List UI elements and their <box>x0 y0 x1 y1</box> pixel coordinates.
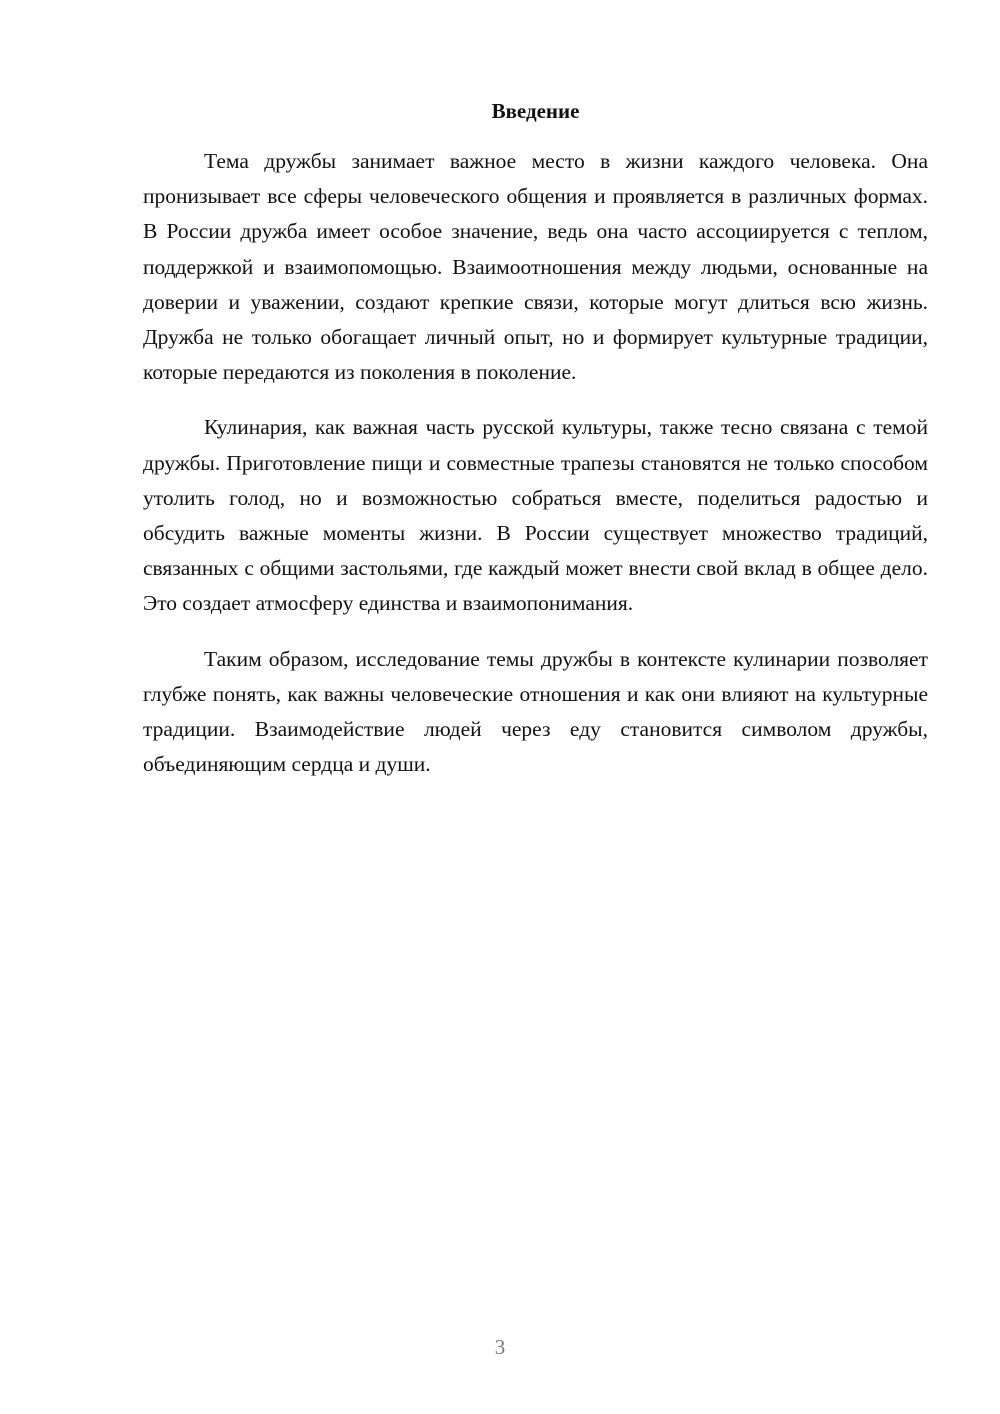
paragraph-3: Таким образом, исследование темы дружбы в контексте кулинарии позволяет глубже понять, как важны человеческие отношения и как они влияют на культурные традиции. Взаимодействие людей через еду становится символом дружбы, объединяющим сердца и души. <box>143 646 928 777</box>
page-content <box>143 96 928 802</box>
paragraph-2: Кулинария, как важная часть русской культуры, также тесно связана с темой дружбы. Приготовление пищи и совместные трапезы становятся не только способом утолить голод, но и возможностью собраться вместе, поделиться радостью и обсудить важные моменты жизни. В России существует множество традиций, связанных с общими застольями, где каждый может внести свой вклад в общее дело. Это создает атмосферу единства и взаимопонимания. <box>143 415 928 616</box>
page-number: 3 <box>494 1335 506 1359</box>
section-title: Введение <box>491 99 580 123</box>
paragraph-1: Тема дружбы занимает важное место в жизни каждого человека. Она пронизывает все сферы человеческого общения и проявляется в различных формах. В России дружба имеет особое значение, ведь она часто ассоциируется с теплом, поддержкой и взаимопомощью. Взаимоотношения между людьми, основанные на доверии и уважении, создают крепкие связи, которые могут длиться всю жизнь. Дружба не только обогащает личный опыт, но и формирует культурные традиции, которые передаются из поколения в поколение. <box>143 149 928 385</box>
